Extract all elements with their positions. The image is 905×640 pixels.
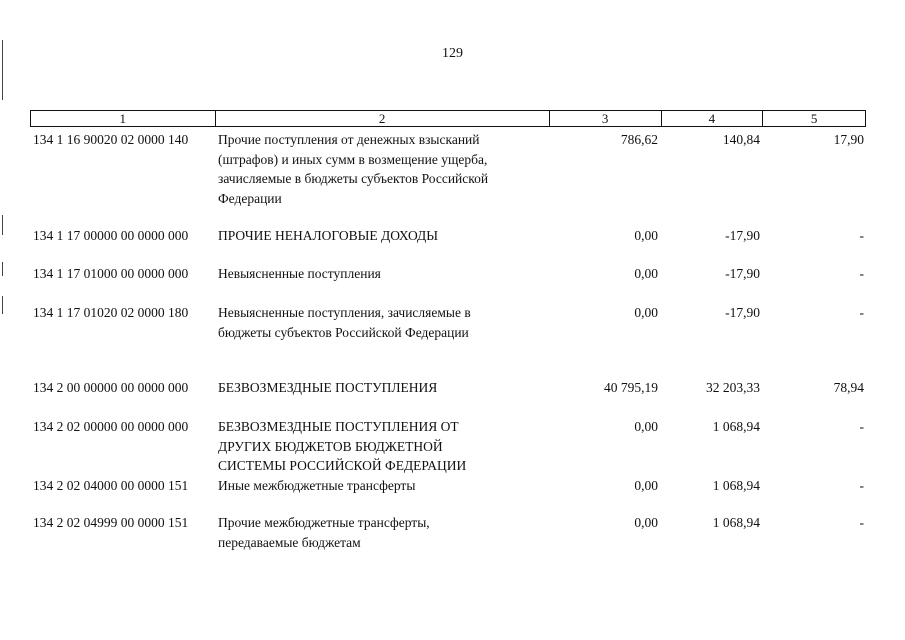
header-col-4: 4 bbox=[662, 111, 764, 126]
budget-code: 134 2 00 00000 00 0000 000 bbox=[33, 380, 189, 395]
value-col-5: 78,94 bbox=[833, 380, 864, 395]
table-row bbox=[30, 417, 866, 476]
value-col-4: 1 068,94 bbox=[712, 478, 760, 493]
value-col-3: 40 795,19 bbox=[604, 380, 658, 395]
income-name: Прочие поступления от денежных взысканий (штрафов) и иных сумм в возмещение ущерба, зачисляемые в бюджеты субъектов Российской Федерации bbox=[218, 132, 489, 206]
table-header bbox=[30, 110, 866, 127]
income-name: БЕЗВОЗМЕЗДНЫЕ ПОСТУПЛЕНИЯ ОТ ДРУГИХ БЮДЖЕТОВ БЮДЖЕТНОЙ СИСТЕМЫ РОССИЙСКОЙ ФЕДЕРАЦИИ bbox=[218, 419, 467, 473]
value-col-4: 140,84 bbox=[722, 132, 760, 147]
table-row bbox=[30, 264, 866, 284]
income-name: Иные межбюджетные трансферты bbox=[218, 478, 416, 493]
budget-code: 134 1 17 01000 00 0000 000 bbox=[33, 266, 189, 281]
header-col-2: 2 bbox=[216, 111, 550, 126]
header-col-5: 5 bbox=[810, 111, 818, 126]
budget-code: 134 1 17 00000 00 0000 000 bbox=[33, 228, 189, 243]
income-name: БЕЗВОЗМЕЗДНЫЕ ПОСТУПЛЕНИЯ bbox=[218, 380, 438, 395]
value-col-4: 32 203,33 bbox=[706, 380, 760, 395]
budget-code: 134 1 16 90020 02 0000 140 bbox=[33, 132, 189, 147]
table-row bbox=[30, 476, 866, 496]
value-col-4: -17,90 bbox=[725, 266, 760, 281]
page-number: 129 bbox=[442, 46, 463, 61]
value-col-4: -17,90 bbox=[725, 305, 760, 320]
value-col-3: 0,00 bbox=[634, 228, 658, 243]
budget-code: 134 1 17 01020 02 0000 180 bbox=[33, 305, 189, 320]
header-col-3: 3 bbox=[550, 111, 662, 126]
value-col-3: 0,00 bbox=[634, 305, 658, 320]
value-col-5: - bbox=[859, 228, 864, 243]
table-row bbox=[30, 513, 866, 552]
income-name: Невыясненные поступления, зачисляемые в бюджеты субъектов Российской Федерации bbox=[218, 305, 471, 340]
value-col-5: 17,90 bbox=[833, 132, 864, 147]
value-col-5: - bbox=[859, 515, 864, 530]
value-col-3: 0,00 bbox=[634, 515, 658, 530]
table-row bbox=[30, 130, 866, 208]
value-col-3: 786,62 bbox=[620, 132, 658, 147]
value-col-5: - bbox=[859, 305, 864, 320]
value-col-4: -17,90 bbox=[725, 228, 760, 243]
table-row bbox=[30, 378, 866, 398]
value-col-5: - bbox=[859, 478, 864, 493]
scan-edge-line bbox=[2, 215, 3, 235]
value-col-4: 1 068,94 bbox=[712, 515, 760, 530]
income-name: ПРОЧИЕ НЕНАЛОГОВЫЕ ДОХОДЫ bbox=[218, 228, 439, 243]
budget-code: 134 2 02 04000 00 0000 151 bbox=[33, 478, 189, 493]
scan-edge-line bbox=[2, 262, 3, 276]
value-col-3: 0,00 bbox=[634, 419, 658, 434]
value-col-3: 0,00 bbox=[634, 266, 658, 281]
header-col-1: 1 bbox=[31, 111, 216, 126]
table-row bbox=[30, 226, 866, 246]
budget-code: 134 2 02 04999 00 0000 151 bbox=[33, 515, 189, 530]
value-col-4: 1 068,94 bbox=[712, 419, 760, 434]
table-row bbox=[30, 303, 866, 342]
income-name: Прочие межбюджетные трансферты, передаваемые бюджетам bbox=[218, 515, 430, 550]
value-col-5: - bbox=[859, 419, 864, 434]
value-col-3: 0,00 bbox=[634, 478, 658, 493]
income-name: Невыясненные поступления bbox=[218, 266, 381, 281]
budget-code: 134 2 02 00000 00 0000 000 bbox=[33, 419, 189, 434]
scan-edge-line bbox=[2, 296, 3, 314]
value-col-5: - bbox=[859, 266, 864, 281]
